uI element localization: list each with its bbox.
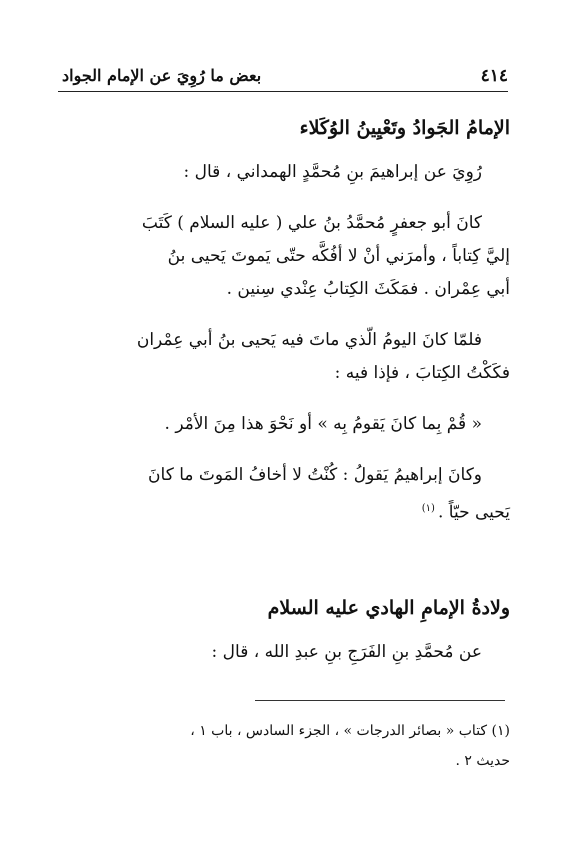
quoted-letter: « قُمْ بِما كانَ يَقومُ بِه » أو نَحْوَ هذا مِنَ الأمْر .	[164, 414, 482, 434]
paragraph-line: أبي عِمْران . فمَكَثَ الكِتابُ عِنْدي سِنين .	[226, 279, 510, 299]
footnote	[58, 716, 510, 776]
body-text	[58, 112, 510, 669]
paragraph-line: إليَّ كِتاباً ، وأمرَني أنْ لا أفُكَّه حتّى يَموتَ يَحيى بنُ	[167, 246, 510, 266]
running-title: بعض ما رُوِيَ عن الإمام الجواد	[62, 66, 262, 85]
footnote-line: حديث ٢ .	[455, 753, 510, 769]
paragraph-line: كانَ أبو جعفرٍ مُحمَّدُ بنُ علي ( عليه السلام ) كَتَبَ	[141, 213, 482, 233]
section-title-wakala: الإمامُ الجَوادُ وتَعْيِينُ الوُكَلاء	[299, 117, 510, 139]
page-number: ٤١٤	[480, 66, 508, 86]
paragraph-line-with-footnote	[58, 492, 510, 530]
footnote-reference[interactable]: (١)	[421, 503, 435, 514]
footnote-rule	[255, 700, 505, 701]
narration-intro: رُوِيَ عن إبراهيمَ بنِ مُحمَّدٍ الهمداني ، قال :	[183, 162, 482, 182]
narration-intro: عن مُحمَّدِ بنِ الفَرَجِ بنِ عبدِ الله ، قال :	[211, 641, 482, 662]
page-header	[58, 58, 508, 88]
paragraph-text: يَحيى حيّاً .	[437, 502, 510, 523]
paragraph-line: فلمّا كانَ اليومُ الّذي ماتَ فيه يَحيى بنُ أبي عِمْران	[136, 330, 482, 350]
header-rule	[58, 91, 508, 92]
section-title-birth: ولادةُ الإمامِ الهادي عليه السلام	[267, 596, 510, 619]
paragraph-line: وكانَ إبراهيمُ يَقولُ : كُنْتُ لا أخافُ المَوتَ ما كانَ	[148, 465, 482, 485]
paragraph-line: فكَكْتُ الكِتابَ ، فإذا فيه :	[334, 363, 510, 383]
footnote-line: (١) كتاب « بصائر الدرجات » ، الجزء السادس ، باب ١ ،	[190, 723, 510, 739]
